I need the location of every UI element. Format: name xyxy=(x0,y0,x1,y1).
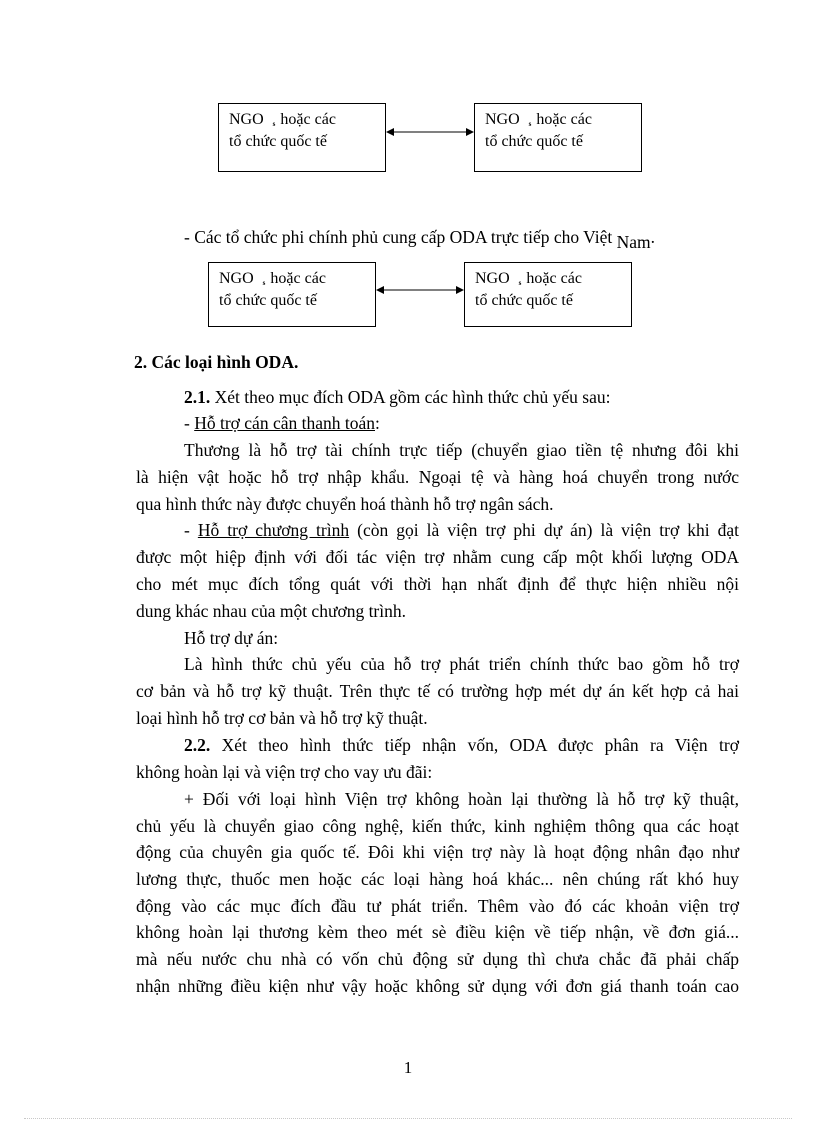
subsection-number: 2.2. xyxy=(184,735,211,755)
box-text: hoặc các xyxy=(536,111,592,128)
item-text: (còn gọi là viện trợ phi dự án) là viện trợ khi đạt xyxy=(349,520,740,540)
paragraph-line: lương thực, thuốc men hoặc các loại hàng hoá khác... nên chúng rất khó huy xyxy=(136,869,739,889)
bullet-dot: . xyxy=(650,227,656,247)
box-text: NGO xyxy=(475,270,510,287)
paragraph-line: cho mét mục đích tổng quát với thời hạn nhất định để thực hiện nhiều nội xyxy=(136,574,739,594)
paragraph-line: Thương là hỗ trợ tài chính trực tiếp (chuyển giao tiền tệ nhưng đôi khi xyxy=(184,440,739,460)
box-text: tổ chức quốc tế xyxy=(219,292,317,309)
ngo-box-top-left xyxy=(218,103,386,172)
item-project-support: Hỗ trợ dự án: xyxy=(184,628,279,648)
bullet-ngo-direct xyxy=(184,227,656,252)
paragraph-line: loại hình hỗ trợ cơ bản và hỗ trợ kỹ thuật. xyxy=(136,708,428,728)
paragraph-line: chủ yếu là chuyển giao công nghệ, kiến thức, kinh nghiệm thông qua các hoạt xyxy=(136,816,739,836)
paragraph-line: qua hình thức này được chuyển hoá thành hỗ trợ ngân sách. xyxy=(136,494,554,514)
page-number: 1 xyxy=(403,1058,413,1077)
item-dash: - xyxy=(184,520,198,540)
subsection-text: Xét theo mục đích ODA gồm các hình thức chủ yếu sau: xyxy=(210,387,611,407)
subsection-2-2 xyxy=(184,735,739,756)
box-text: tổ chức quốc tế xyxy=(229,133,327,150)
paragraph-line: không hoàn lại và viện trợ cho vay ưu đãi: xyxy=(136,762,433,782)
box-subscript: s xyxy=(272,120,276,128)
bullet-tail: Nam xyxy=(616,232,651,252)
box-subscript: s xyxy=(262,279,266,287)
subsection-2-1 xyxy=(184,387,610,408)
box-text: hoặc các xyxy=(270,270,326,287)
box-text: NGO xyxy=(229,111,264,128)
item-label: Hỗ trợ cán cân thanh toán xyxy=(194,413,375,433)
subsection-text: Xét theo hình thức tiếp nhận vốn, ODA được phân ra Viện trợ xyxy=(210,735,739,755)
bullet-text: - Các tổ chức phi chính phủ cung cấp ODA trực tiếp cho Việt xyxy=(184,227,613,247)
item-program-support xyxy=(184,520,739,541)
double-arrow-icon xyxy=(386,124,474,140)
box-text: NGO xyxy=(485,111,520,128)
double-arrow-icon xyxy=(376,282,464,298)
box-text: NGO xyxy=(219,270,254,287)
paragraph-line: mà nếu nước chu nhà có vốn chủ động sử dụng thì chưa chắc đã phải chấp xyxy=(136,949,739,969)
item-dash: - xyxy=(184,413,195,433)
paragraph-line: dung khác nhau của một chương trình. xyxy=(136,601,406,621)
paragraph-line: Là hình thức chủ yếu của hỗ trợ phát triển chính thức bao gồm hỗ trợ xyxy=(184,654,739,674)
box-text: hoặc các xyxy=(526,270,582,287)
item-colon: : xyxy=(375,413,380,433)
ngo-box-bottom-left xyxy=(208,262,376,327)
paragraph-line: động của chuyên gia quốc tế. Đôi khi viện trợ này là hoạt động nhân đạo như xyxy=(136,842,739,862)
paragraph-line: + Đối với loại hình Viện trợ không hoàn lại thường là hỗ trợ kỹ thuật, xyxy=(184,789,739,809)
ngo-box-top-right xyxy=(474,103,642,172)
ngo-box-bottom-right xyxy=(464,262,632,327)
paragraph-line: là hiện vật hoặc hỗ trợ nhập khẩu. Ngoại tệ và hàng hoá chuyển trong nước xyxy=(136,467,739,487)
paragraph-line: không hoàn lại thương kèm theo mét sè điều kiện về tiếp nhận, về đơn giá... xyxy=(136,922,739,942)
footer-divider xyxy=(24,1118,792,1119)
box-subscript: s xyxy=(518,279,522,287)
box-text: tổ chức quốc tế xyxy=(485,133,583,150)
paragraph-line: cơ bản và hỗ trợ kỹ thuật. Trên thực tế có trường hợp mét dự án kết hợp cả hai xyxy=(136,681,739,701)
subsection-number: 2.1. xyxy=(184,387,211,407)
paragraph-line: nhận những điều kiện như vậy hoặc không sử dụng với đơn giá thanh toán cao xyxy=(136,976,739,996)
item-label: Hỗ trợ chương trình xyxy=(197,520,350,540)
box-text: tổ chức quốc tế xyxy=(475,292,573,309)
box-subscript: s xyxy=(528,120,532,128)
paragraph-line: được một hiệp định với đối tác viện trợ nhằm cung cấp một khối lượng ODA xyxy=(136,547,739,567)
item-balance-of-payments xyxy=(184,413,380,434)
section-heading: 2. Các loại hình ODA. xyxy=(134,352,299,372)
paragraph-line: động vào các mục đích đầu tư phát triển. Thêm vào đó các khoản viện trợ xyxy=(136,896,739,916)
box-text: hoặc các xyxy=(280,111,336,128)
